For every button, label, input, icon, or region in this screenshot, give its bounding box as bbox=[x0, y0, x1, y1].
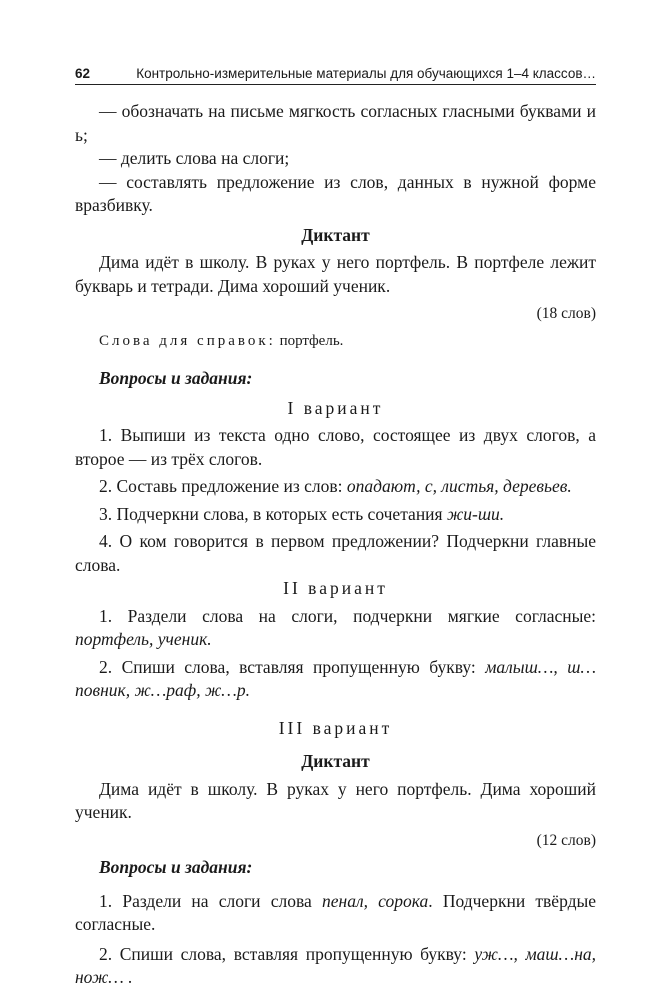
tasks-heading: Вопросы и задания: bbox=[99, 368, 253, 388]
task-words: опадают, с, листья, деревьев. bbox=[346, 476, 572, 496]
task-words: портфель, ученик. bbox=[75, 629, 212, 649]
dictation-text: Дима идёт в школу. В руках у него портфель. В портфеле лежит букварь и тетради. Дима хороший ученик. bbox=[75, 252, 596, 296]
task-text: 1. Раздели на слоги слова bbox=[99, 890, 312, 911]
task-words: уж…, маш…на, нож… . bbox=[75, 943, 597, 987]
document-page bbox=[75, 60, 597, 987]
task-item bbox=[75, 943, 596, 990]
running-title: Контрольно-измерительные материалы для обучающихся 1–4 классов… bbox=[136, 66, 596, 81]
word-count: (12 слов) bbox=[536, 831, 596, 849]
task-text: 2. Спиши слова, вставляя пропущенную букву: bbox=[99, 656, 476, 677]
intro-line: — составлять предложение из слов, данных в нужной форме вразбивку. bbox=[75, 171, 596, 215]
reference-label: Слова для справок: bbox=[99, 332, 276, 349]
dictation-title: Диктант bbox=[301, 224, 370, 245]
page-number: 62 bbox=[75, 66, 91, 81]
task-item bbox=[75, 475, 596, 499]
task-item: 1. Выпиши из текста одно слово, состоящее из двух слогов, а второе — из трёх слогов. bbox=[75, 425, 596, 469]
dictation-title: Диктант bbox=[301, 751, 370, 771]
tasks-heading: Вопросы и задания: bbox=[99, 857, 253, 877]
task-item bbox=[75, 605, 596, 652]
page-header bbox=[75, 60, 596, 85]
task-words: пенал, сорока bbox=[322, 890, 429, 911]
task-words: жи-ши. bbox=[446, 503, 505, 524]
intro-line: — делить слова на слоги; bbox=[99, 148, 290, 168]
task-text-rest: . Подчеркни твёрдые согласные. bbox=[75, 890, 597, 934]
task-item bbox=[75, 890, 596, 937]
word-count: (18 слов) bbox=[536, 305, 596, 322]
page-body bbox=[75, 100, 596, 990]
variant-title: I вариант bbox=[287, 397, 384, 418]
task-text: 2. Составь предложение из слов: bbox=[99, 476, 343, 496]
variant-title: II вариант bbox=[283, 578, 388, 598]
task-text: 3. Подчеркни слова, в которых есть сочетания bbox=[99, 503, 443, 524]
task-item bbox=[75, 656, 596, 703]
reference-value: портфель. bbox=[279, 332, 344, 349]
variant-title: III вариант bbox=[278, 717, 393, 738]
task-text: 2. Спиши слова, вставляя пропущенную букву: bbox=[99, 943, 467, 964]
reference-words bbox=[75, 330, 596, 354]
task-item bbox=[75, 503, 596, 527]
task-text: 1. Раздели слова на слоги, подчеркни мягкие согласные: bbox=[99, 605, 596, 626]
intro-line: — обозначать на письме мягкость согласных гласными буквами и ь; bbox=[75, 101, 596, 145]
dictation-text: Дима идёт в школу. В руках у него портфель. Дима хороший ученик. bbox=[75, 778, 596, 822]
task-item: 4. О ком говорится в первом предложении? Подчеркни главные слова. bbox=[75, 531, 596, 575]
task-words: малыш…, ш…повник, ж…раф, ж…р. bbox=[75, 656, 597, 700]
